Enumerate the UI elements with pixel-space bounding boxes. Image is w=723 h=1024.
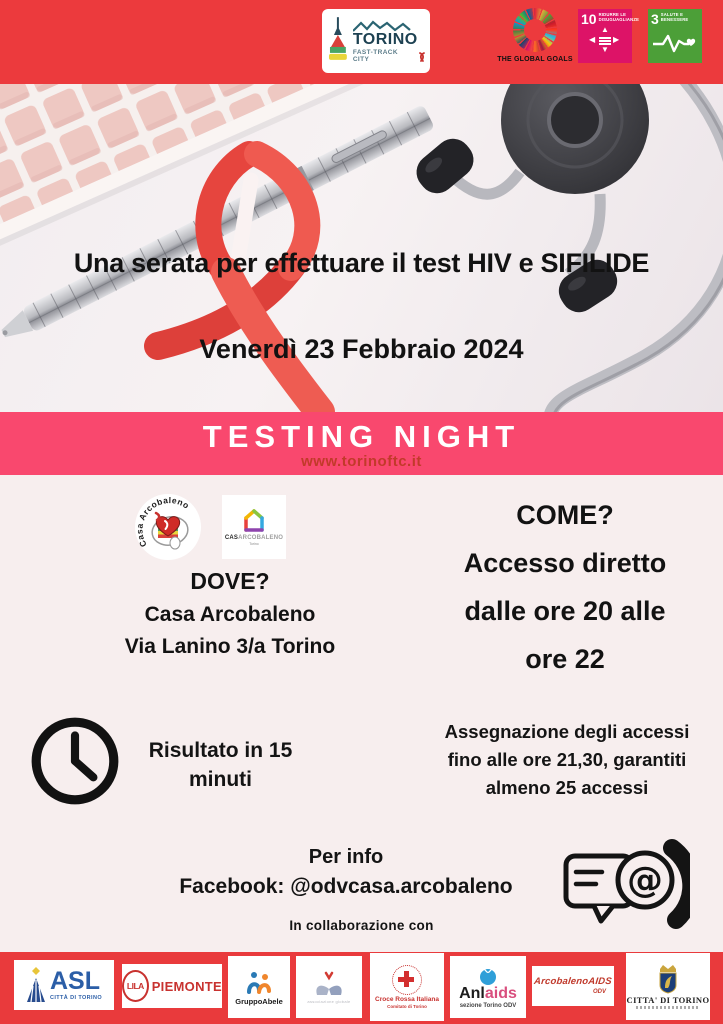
partner-gruppo-abele-logo <box>228 956 290 1018</box>
contact-line-1: Per info <box>308 846 384 868</box>
awareness-ribbon-icon <box>418 52 426 62</box>
come-line-2: dalle ore 20 alle <box>464 596 666 626</box>
assignment-line-1: Assegnazione degli accessi <box>444 721 690 742</box>
partner-asl-logo <box>14 960 114 1010</box>
testing-night-banner <box>0 412 723 475</box>
partner-croce-rossa-name: Croce Rossa Italiana <box>375 996 439 1003</box>
result-line-2: minuti <box>189 768 252 791</box>
partner-arcobalenoaids-sub: ODV <box>592 988 606 995</box>
partner-anlaids-sub: sezione Torino ODV <box>459 1002 517 1009</box>
result-block <box>128 736 313 794</box>
torino-logo-title: TORINO <box>352 31 418 48</box>
hands-dove-icon <box>313 971 345 997</box>
casarcobaleno-square-logo <box>222 495 286 559</box>
partner-lila-name: PIEMONTE <box>151 978 222 994</box>
contact-line-2: Facebook: @odvcasa.arcobaleno <box>179 875 513 898</box>
mole-antonelliana-icon <box>326 17 350 65</box>
global-goals-label: THE GLOBAL GOALS <box>497 56 573 63</box>
partner-citta-di-torino-name: CITTA' DI TORINO <box>626 995 710 1005</box>
partner-anlaids-logo <box>450 956 526 1018</box>
sdg-3-tile <box>648 9 702 63</box>
come-block <box>410 500 720 675</box>
top-red-bar <box>0 0 723 84</box>
come-line-1: Accesso diretto <box>463 548 667 578</box>
sdg-3-label-line1: SALUTE E <box>660 12 684 17</box>
assignment-line-3: almeno 25 accessi <box>485 777 649 798</box>
rainbow-house-icon <box>240 508 268 534</box>
gruppo-abele-figures-icon <box>245 969 273 995</box>
hero-title: Una serata per effettuare il test HIV e SIFILIDE <box>73 248 650 279</box>
partner-asl-sub: CITTÀ DI TORINO <box>49 995 103 1001</box>
sdg-3-label-line2: BENESSERE <box>660 17 689 23</box>
sdg-10-tile <box>578 9 640 63</box>
banner-website: www.torinoftc.it <box>301 453 422 470</box>
contact-block <box>60 846 632 899</box>
partner-arcobalenoaids-name: ArcobalenoAIDS <box>533 976 613 988</box>
partners-strip <box>0 952 723 1024</box>
sdg-10-number: 10 <box>581 11 597 27</box>
partner-citta-fine-print <box>636 1006 700 1009</box>
torino-fast-track-city-logo <box>322 9 430 73</box>
partner-anlaids-name-1: Anl <box>459 984 485 1002</box>
partner-anlaids-name-2: aids <box>484 984 517 1002</box>
sdg-3-number: 3 <box>651 11 659 27</box>
red-cross-icon <box>392 965 422 995</box>
come-line-3: ore 22 <box>525 644 605 674</box>
dove-heading: DOVE? <box>190 568 270 594</box>
result-line-1: Risultato in 15 <box>148 739 293 762</box>
partner-arcobalenoaids-logo <box>532 966 614 1006</box>
red-ribbon-graphic <box>158 154 320 412</box>
partner-gruppo-abele-name: GruppoAbele <box>235 996 283 1006</box>
lila-ring-icon: LILA <box>122 970 149 1002</box>
partner-citta-di-torino-logo <box>626 953 710 1020</box>
partner-croce-rossa-sub: Comitato di Torino <box>387 1004 427 1009</box>
heartbeat-icon <box>651 30 697 56</box>
collaboration-label: In collaborazione con <box>289 918 434 933</box>
hero-photo <box>0 84 723 412</box>
torino-coat-of-arms-icon <box>656 964 680 994</box>
come-heading: COME? <box>516 500 614 530</box>
banner-title: TESTING NIGHT <box>202 419 521 454</box>
partner-lila-logo <box>122 964 222 1008</box>
equality-arrows-icon: ▲ ▼ ◀ ▶ <box>589 25 620 54</box>
dove-block <box>40 568 420 659</box>
clock-icon <box>26 712 124 815</box>
dove-line-1: Casa Arcobaleno <box>144 603 316 626</box>
sdg-10-label-line2: DISUGUAGLIANZE <box>598 17 640 23</box>
dove-line-2: Via Lanino 3/a Torino <box>124 635 336 658</box>
partner-asl-name: ASL <box>49 967 100 995</box>
assignment-line-2: fino alle ore 21,30, garantiti <box>447 749 687 770</box>
svg-text:@: @ <box>627 860 663 901</box>
square-logo-text-2: ARCOBALENO <box>238 535 284 541</box>
round-logo-curved-text: Casa Arcobaleno <box>134 495 192 549</box>
assignment-block <box>412 718 722 802</box>
hero-date: Venerdì 23 Febbraio 2024 <box>199 334 524 365</box>
anlaids-head-icon <box>478 966 498 986</box>
casa-arcobaleno-round-logo <box>134 493 202 561</box>
partner-hands-caption: associazione globale <box>307 998 351 1004</box>
asl-pyramid-icon <box>26 966 46 1004</box>
keyboard-graphic <box>0 84 374 324</box>
partner-hands-logo <box>296 956 362 1018</box>
global-goals-logo <box>497 8 573 76</box>
sdg-10-label-line1: RIDURRE LE <box>598 12 627 17</box>
torino-logo-tagline: FAST-TRACK CITY <box>352 49 398 63</box>
global-goals-ring-icon <box>513 8 557 52</box>
square-logo-sub: Torino <box>249 542 259 546</box>
square-logo-text-1: CAS <box>224 535 239 541</box>
partner-croce-rossa-logo <box>370 953 444 1021</box>
